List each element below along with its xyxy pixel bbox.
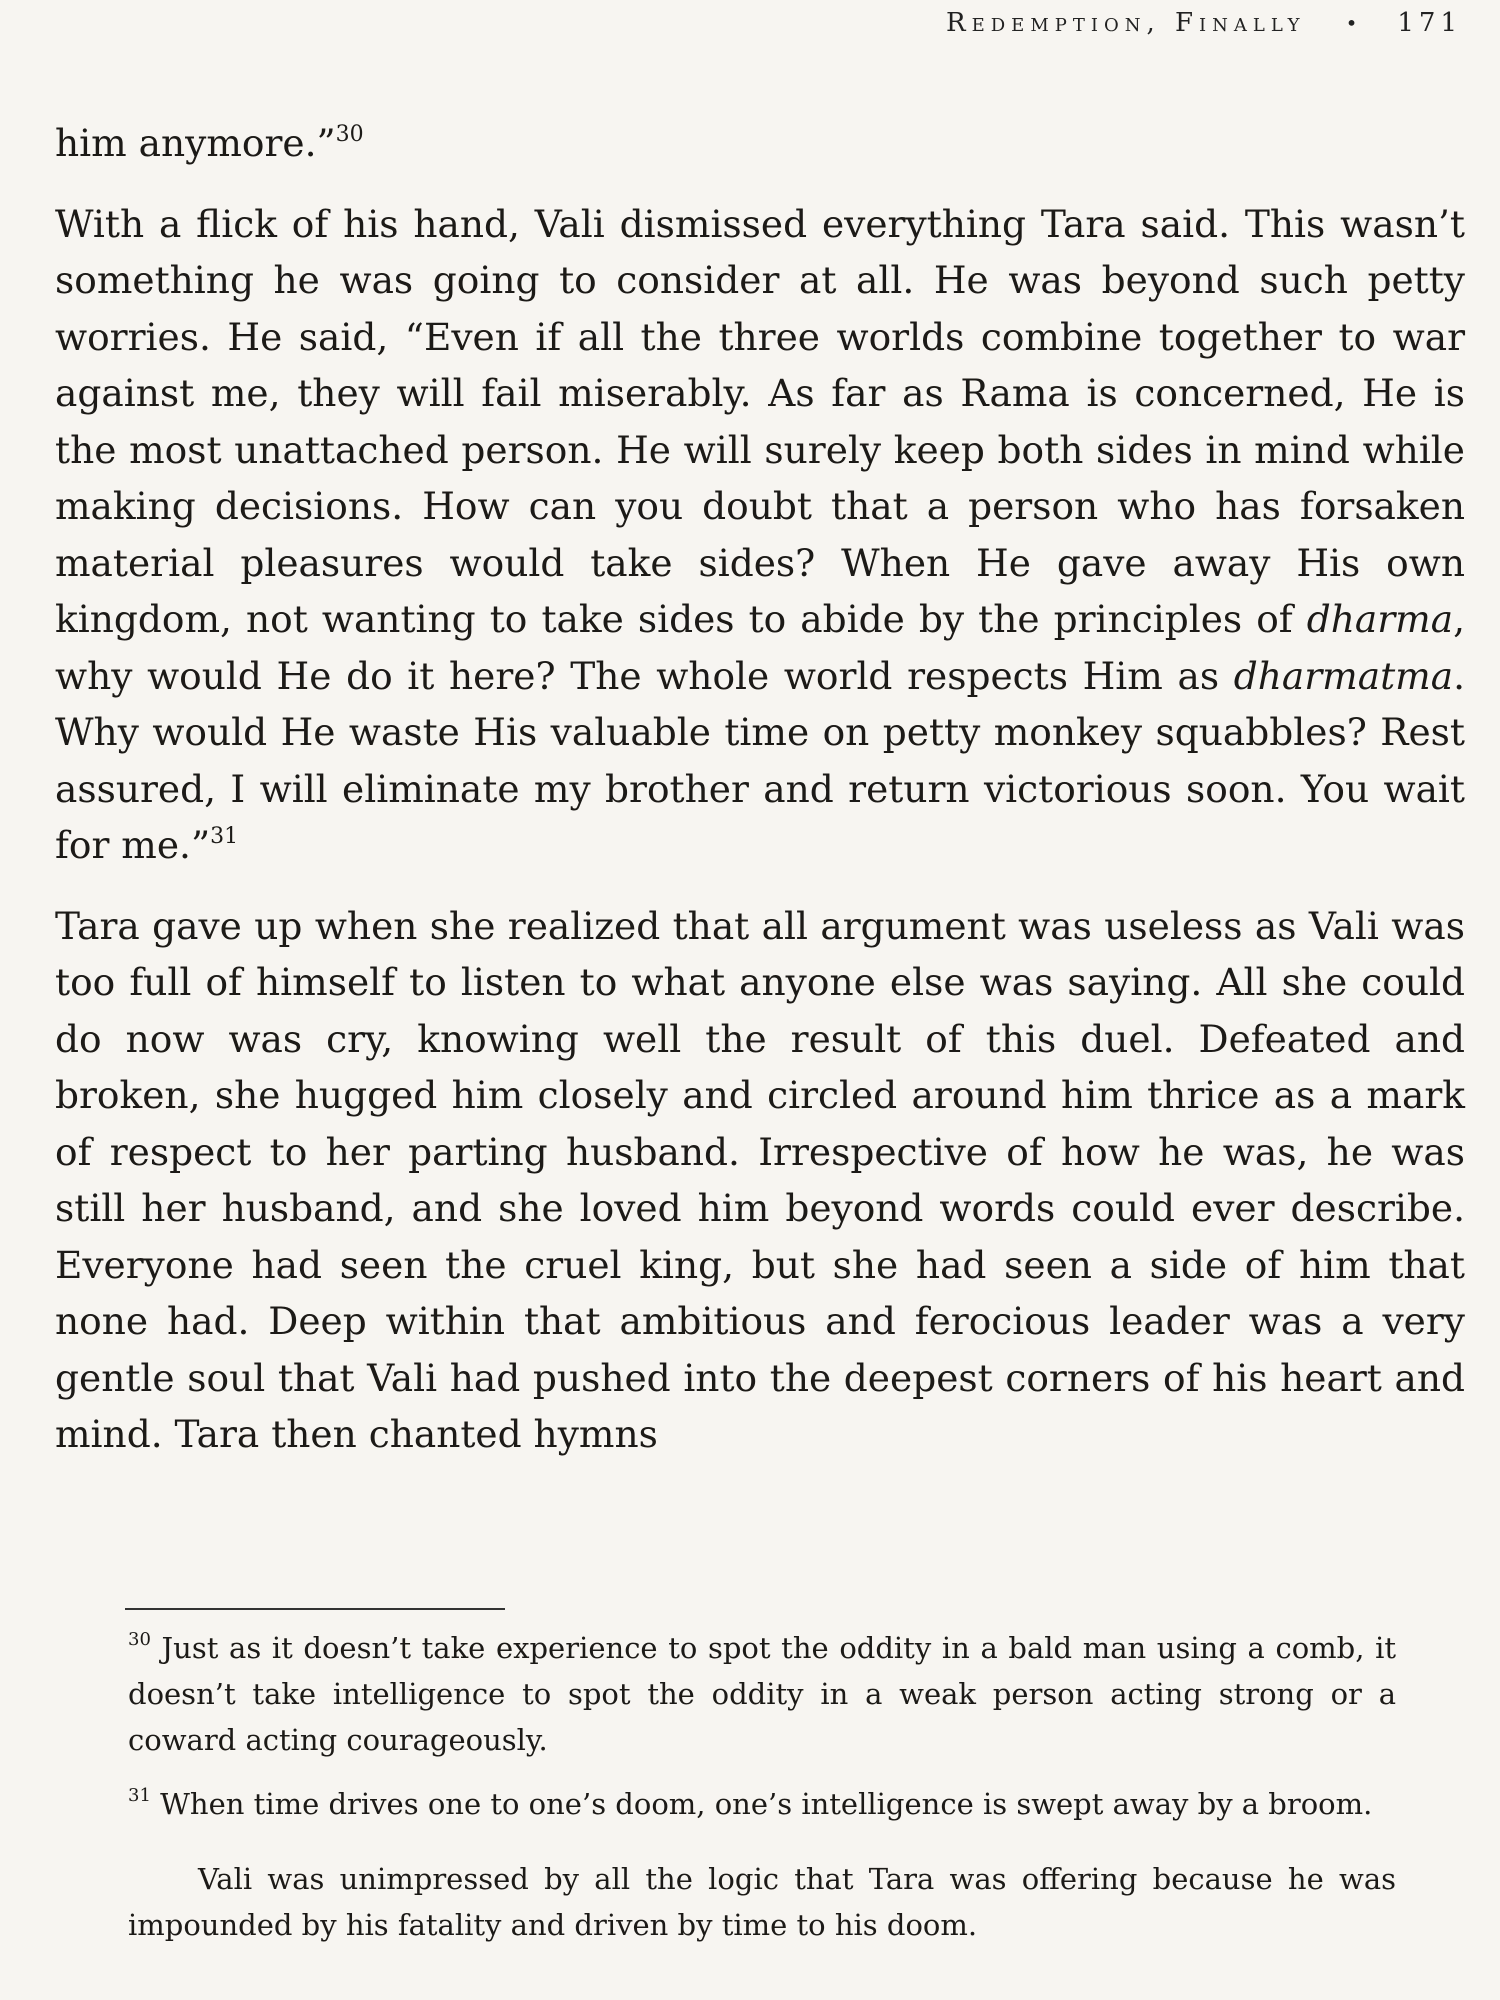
paragraph-3: Tara gave up when she realized that all argument was useless as Vali was too full of himself to listen to what anyone else was saying. All she could do now was cry, knowing well the result of this duel. Defeated and broken, she hugged him closely and circled around him thrice as a mark of respect to her parting husband. Irrespective of how he was, he was still her husband, and she loved him beyond words could ever describe. Everyone had seen the cruel king, but she had seen a side of him that none had. Deep within that ambitious and ferocious leader was a very gentle soul that Vali had pushed into the deepest corners of his heart and mind. Tara then chanted hymns [55,903,1465,1456]
paragraph-2-text-a: With a flick of his hand, Vali dismissed everything Tara said. This wasn’t something he was going to consider at all. He was beyond such petty worries. He said, “Even if all the three worlds combine together to war against me, they will fail miserably. As far as Rama is concerned, He is the most unattached person. He will surely keep both sides in mind while making decisions. How can you doubt that a person who has forsaken material pleasures would take sides? When He gave away His own kingdom, not wanting to take sides to abide by the principles of [55,201,1465,641]
running-head-title: Redemption, Finally [946,8,1306,38]
paragraph-2-italic-dharma: dharma [1306,597,1454,641]
footnote-31-number: 31 [128,1785,151,1807]
running-head [946,8,1462,38]
footnote-31-continuation: Vali was unimpressed by all the logic that Tara was offering because he was impounded by his fatality and driven by time to his doom. [128,1862,1396,1942]
running-head-bullet: • [1345,11,1358,35]
footnote-31-text: When time drives one to one’s doom, one’s intelligence is swept away by a broom. [160,1787,1373,1821]
footnote-31 [128,1781,1396,1827]
body-text [55,115,1465,1463]
footnote-rule [125,1608,505,1610]
paragraph-2-text-c: . Why would He waste His valuable time on petty monkey squabbles? Rest assured, I will eliminate my brother and return victorious soon. You wait for me.” [55,653,1465,867]
footnote-ref-30: 30 [335,121,364,147]
paragraph-2-italic-dharmatma: dharmatma [1233,653,1454,698]
paragraph-2-text-b: , why would He do it here? The whole world respects Him as [55,597,1465,698]
page-number: 171 [1397,8,1462,38]
footnotes [128,1625,1396,1977]
paragraph-2 [55,196,1465,874]
footnote-30-number: 30 [128,1629,151,1651]
footnote-30 [128,1625,1396,1763]
paragraph-1 [55,115,1465,172]
footnote-ref-31: 31 [210,823,239,849]
footnote-30-text: Just as it doesn’t take experience to spot the oddity in a bald man using a comb, it doesn’t take intelligence to spot the oddity in a weak person acting strong or a coward acting courageously. [128,1631,1397,1757]
paragraph-1-text: him anymore.” [55,121,336,165]
